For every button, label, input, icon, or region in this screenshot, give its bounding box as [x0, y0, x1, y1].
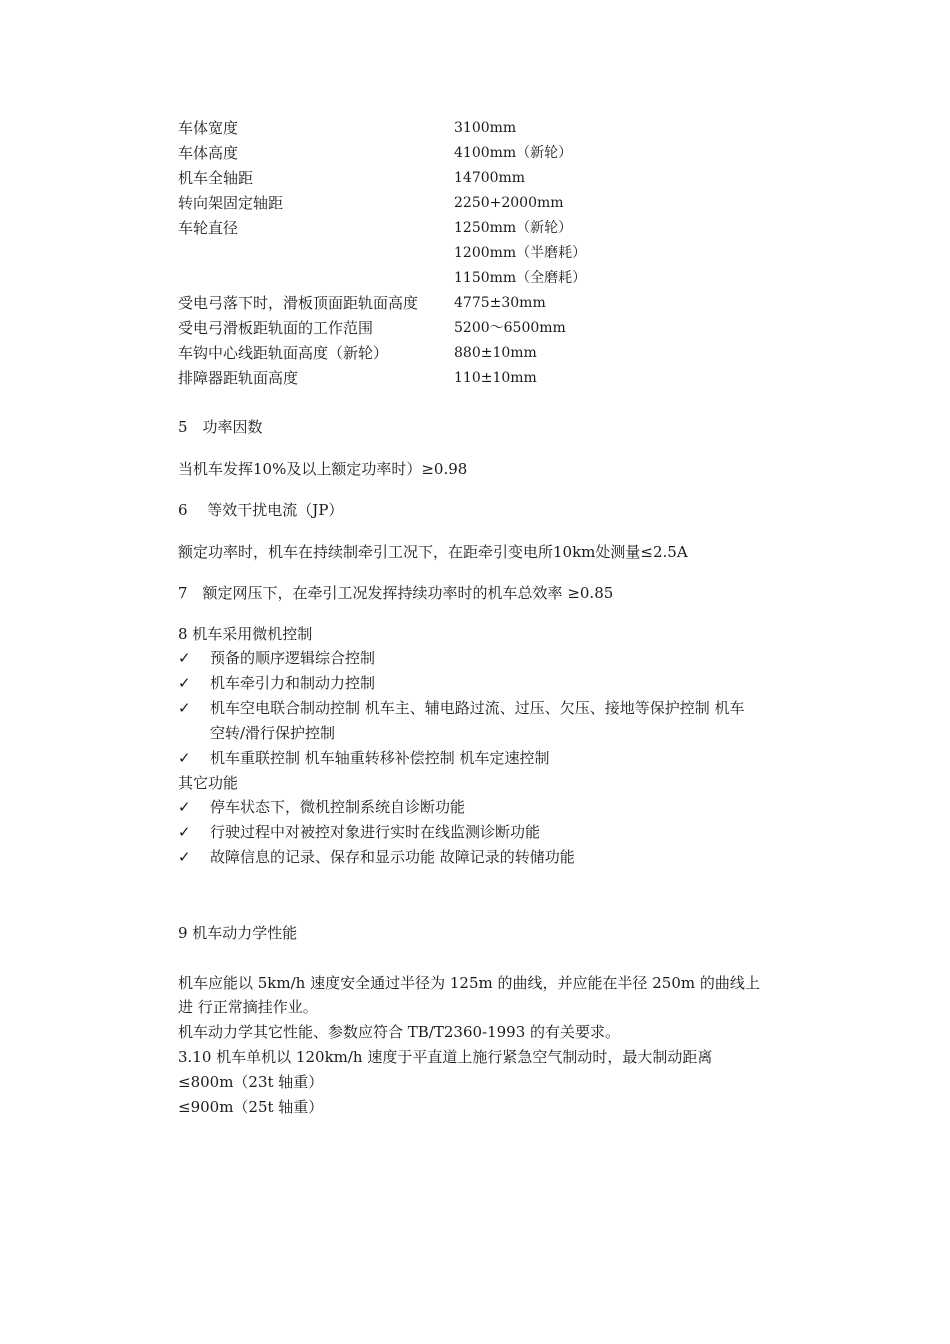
spec-label: 车体宽度: [178, 119, 239, 137]
check-icon: ✓: [178, 848, 191, 866]
spec-label: 车轮直径: [178, 219, 239, 237]
paragraph: 机车动力学其它性能、参数应符合 TB/T2360-1993 的有关要求。: [178, 1023, 621, 1041]
spec-value: 5200～6500mm: [454, 320, 566, 336]
spec-value: 1200mm（半磨耗）: [454, 245, 587, 261]
section-9-heading: 9 机车动力学性能: [178, 924, 298, 942]
list-item: 预备的顺序逻辑综合控制: [210, 649, 376, 667]
spec-label: 机车全轴距: [178, 169, 254, 187]
check-icon: ✓: [178, 798, 191, 816]
spec-label: 受电弓落下时，滑板顶面距轨面高度: [178, 294, 419, 312]
brake-distance-23t: ≤800m（23t 轴重）: [178, 1073, 324, 1091]
spec-label: 转向架固定轴距: [178, 194, 284, 212]
spec-value: 4775±30mm: [454, 295, 546, 311]
check-icon: ✓: [178, 699, 191, 717]
paragraph: 进 行正常摘挂作业。: [178, 998, 318, 1016]
paragraph: 3.10 机车单机以 120km/h 速度于平直道上施行紧急空气制动时，最大制动距离: [178, 1048, 713, 1066]
brake-distance-25t: ≤900m（25t 轴重）: [178, 1098, 324, 1116]
list-item: 机车空电联合制动控制 机车主、辅电路过流、过压、欠压、接地等保护控制 机车: [210, 699, 745, 717]
section-6-body: 额定功率时，机车在持续制牵引工况下，在距牵引变电所10km处测量≤2.5A: [178, 543, 688, 561]
check-icon: ✓: [178, 823, 191, 841]
spec-value: 2250+2000mm: [454, 195, 564, 211]
check-icon: ✓: [178, 674, 191, 692]
paragraph: 机车应能以 5km/h 速度安全通过半径为 125m 的曲线，并应能在半径 250m 的曲线上: [178, 974, 760, 992]
spec-value: 110±10mm: [454, 370, 537, 386]
spec-value: 4100mm（新轮）: [454, 145, 573, 161]
other-functions-heading: 其它功能: [178, 774, 239, 792]
spec-value: 1250mm（新轮）: [454, 220, 573, 236]
list-item: 故障信息的记录、保存和显示功能 故障记录的转储功能: [210, 848, 575, 866]
section-5-body: 当机车发挥10%及以上额定功率时）≥0.98: [178, 460, 468, 478]
list-item: 行驶过程中对被控对象进行实时在线监测诊断功能: [210, 823, 541, 841]
spec-value: 1150mm（全磨耗）: [454, 270, 587, 286]
section-8-heading: 8 机车采用微机控制: [178, 625, 313, 643]
spec-label: 车钩中心线距轨面高度（新轮）: [178, 344, 389, 362]
list-item: 机车重联控制 机车轴重转移补偿控制 机车定速控制: [210, 749, 550, 767]
list-item-continuation: 空转/滑行保护控制: [210, 724, 336, 742]
section-5-heading: 5 功率因数: [178, 418, 263, 436]
section-6-heading: 6 等效干扰电流（JP）: [178, 501, 344, 519]
spec-label: 车体高度: [178, 144, 239, 162]
spec-value: 880±10mm: [454, 345, 537, 361]
list-item: 停车状态下，微机控制系统自诊断功能: [210, 798, 466, 816]
section-7-heading: 7 额定网压下，在牵引工况发挥持续功率时的机车总效率 ≥0.85: [178, 584, 614, 602]
spec-label: 受电弓滑板距轨面的工作范围: [178, 319, 374, 337]
check-icon: ✓: [178, 749, 191, 767]
list-item: 机车牵引力和制动力控制: [210, 674, 376, 692]
spec-label: 排障器距轨面高度: [178, 369, 299, 387]
spec-value: 3100mm: [454, 120, 517, 136]
check-icon: ✓: [178, 649, 191, 667]
spec-value: 14700mm: [454, 170, 526, 186]
